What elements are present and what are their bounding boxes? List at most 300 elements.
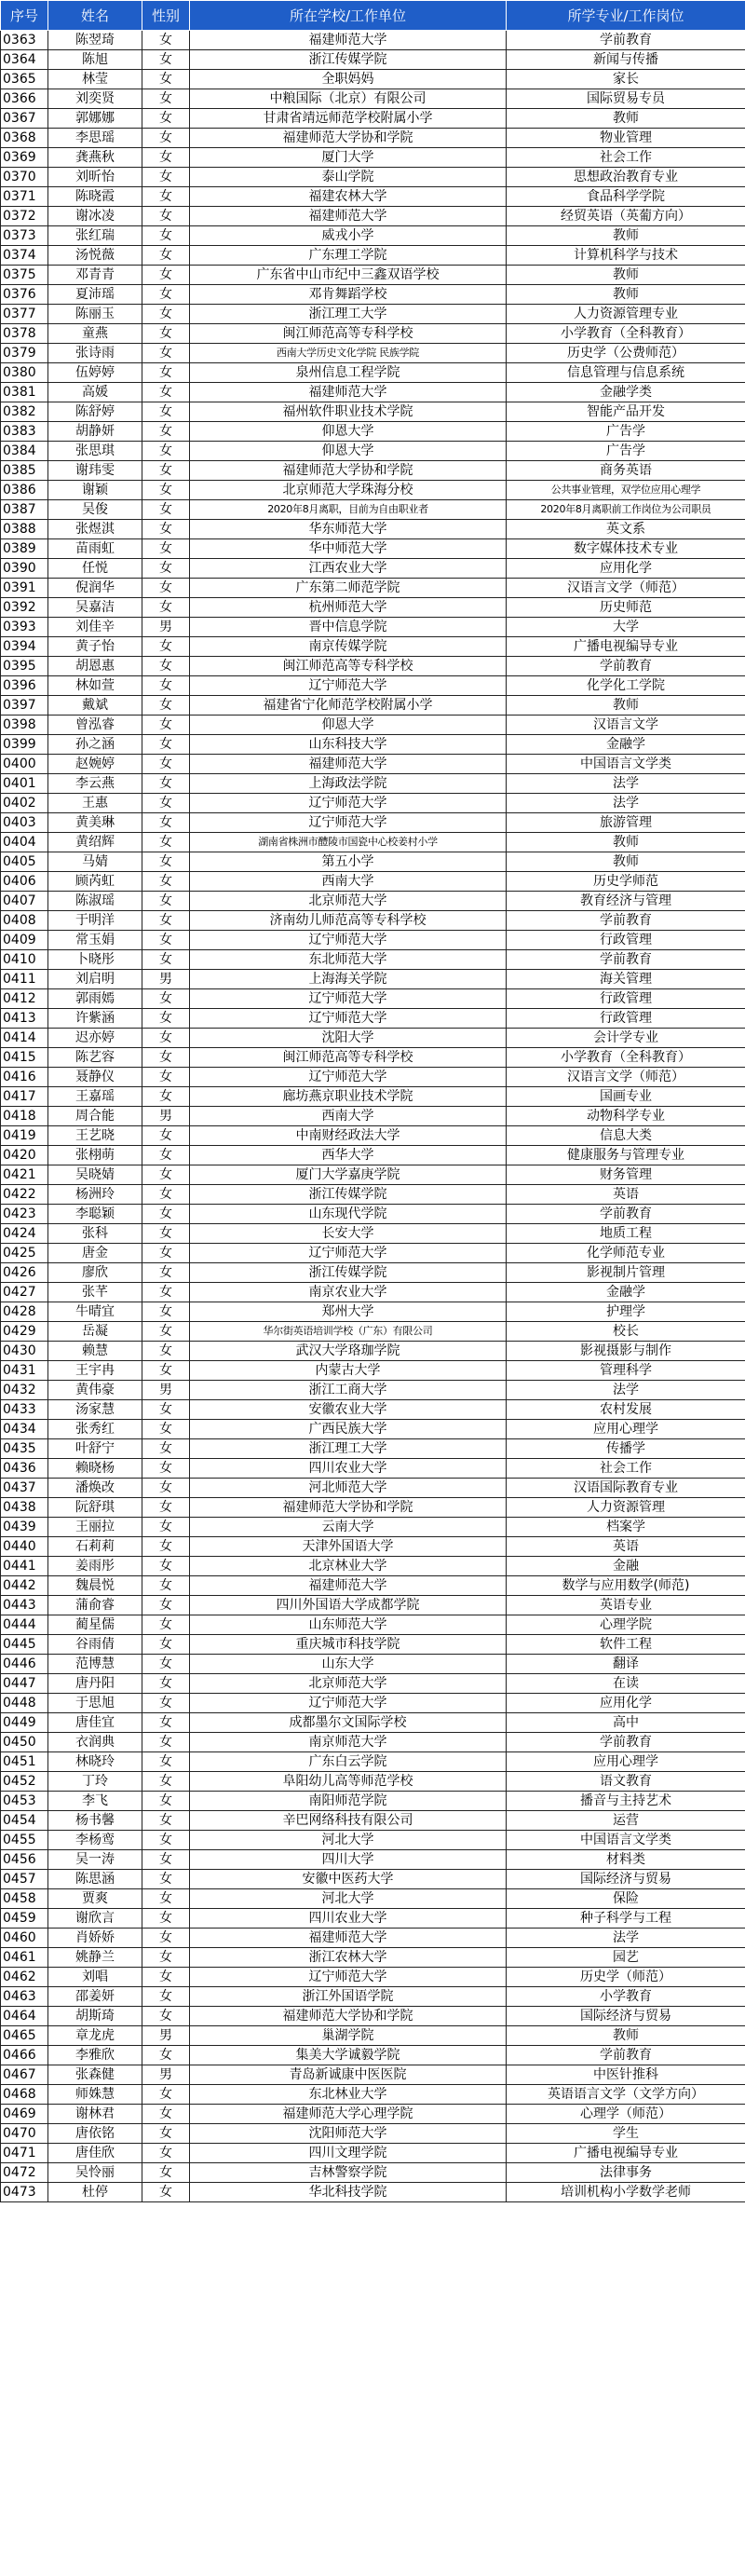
serial-number-cell: 0435: [1, 1439, 48, 1459]
header-serial-number: 序号: [1, 1, 48, 31]
major-position-cell: 中医针推科: [507, 2065, 745, 2085]
school-workplace-cell: 福州软件职业技术学院: [190, 402, 507, 422]
school-workplace-cell: 北京师范大学: [190, 892, 507, 911]
table-row: [1, 1537, 745, 1557]
school-workplace-cell: 广东理工学院: [190, 246, 507, 266]
school-workplace-cell: 上海海关学院: [190, 970, 507, 989]
gender-cell: 女: [142, 696, 190, 716]
serial-number-cell: 0408: [1, 911, 48, 931]
serial-number-cell: 0451: [1, 1752, 48, 1772]
name-cell: 衣润典: [48, 1733, 142, 1752]
school-workplace-cell: 北京师范大学珠海分校: [190, 481, 507, 500]
gender-cell: 女: [142, 1518, 190, 1537]
table-row: [1, 1713, 745, 1733]
gender-cell: 女: [142, 1146, 190, 1165]
school-workplace-cell: 四川大学: [190, 1850, 507, 1870]
table-row: [1, 500, 745, 520]
serial-number-cell: 0382: [1, 402, 48, 422]
gender-cell: 女: [142, 1048, 190, 1068]
serial-number-cell: 0372: [1, 207, 48, 226]
school-workplace-cell: 南京师范大学: [190, 1733, 507, 1752]
table-row: [1, 598, 745, 618]
serial-number-cell: 0436: [1, 1459, 48, 1479]
school-workplace-cell: 辽宁师范大学: [190, 1009, 507, 1029]
major-position-cell: 社会工作: [507, 148, 745, 168]
table-row: [1, 657, 745, 676]
school-workplace-cell: 成都墨尔文国际学校: [190, 1713, 507, 1733]
gender-cell: 男: [142, 2026, 190, 2046]
table-row: [1, 637, 745, 657]
school-workplace-cell: 沈阳师范大学: [190, 2124, 507, 2144]
table-row: [1, 1596, 745, 1615]
school-workplace-cell: 福建省宁化师范学校附属小学: [190, 696, 507, 716]
roster-body: [1, 31, 745, 2202]
school-workplace-cell: 吉林警察学院: [190, 2163, 507, 2183]
major-position-cell: 商务英语: [507, 461, 745, 481]
serial-number-cell: 0470: [1, 2124, 48, 2144]
gender-cell: 女: [142, 2007, 190, 2026]
gender-cell: 女: [142, 1772, 190, 1792]
table-row: [1, 2105, 745, 2124]
gender-cell: 女: [142, 109, 190, 129]
table-row: [1, 109, 745, 129]
major-position-cell: 法学: [507, 1381, 745, 1400]
major-position-cell: 汉语国际教育专业: [507, 1479, 745, 1498]
serial-number-cell: 0389: [1, 539, 48, 559]
major-position-cell: 国际贸易专员: [507, 89, 745, 109]
major-position-cell: 智能产品开发: [507, 402, 745, 422]
serial-number-cell: 0377: [1, 305, 48, 324]
major-position-cell: 汉语言文学（师范）: [507, 579, 745, 598]
major-position-cell: 英语: [507, 1537, 745, 1557]
name-cell: 赵婉婷: [48, 755, 142, 774]
serial-number-cell: 0463: [1, 1987, 48, 2007]
name-cell: 张煜淇: [48, 520, 142, 539]
table-row: [1, 481, 745, 500]
gender-cell: 女: [142, 1322, 190, 1342]
gender-cell: 男: [142, 618, 190, 637]
gender-cell: 女: [142, 735, 190, 755]
school-workplace-cell: 山东大学: [190, 1655, 507, 1674]
table-row: [1, 833, 745, 852]
name-cell: 汤家慧: [48, 1400, 142, 1420]
school-workplace-cell: 西南大学: [190, 1107, 507, 1126]
table-row: [1, 305, 745, 324]
school-workplace-cell: 长安大学: [190, 1224, 507, 1244]
table-row: [1, 1576, 745, 1596]
serial-number-cell: 0424: [1, 1224, 48, 1244]
major-position-cell: 运营: [507, 1811, 745, 1831]
major-position-cell: 历史师范: [507, 598, 745, 618]
table-row: [1, 539, 745, 559]
school-workplace-cell: 泰山学院: [190, 168, 507, 187]
header-name: 姓名: [48, 1, 142, 31]
name-cell: 陈晓霞: [48, 187, 142, 207]
major-position-cell: 财务管理: [507, 1165, 745, 1185]
serial-number-cell: 0439: [1, 1518, 48, 1537]
table-row: [1, 187, 745, 207]
serial-number-cell: 0409: [1, 931, 48, 950]
serial-number-cell: 0378: [1, 324, 48, 344]
table-row: [1, 1459, 745, 1479]
table-row: [1, 813, 745, 833]
school-workplace-cell: 华中师范大学: [190, 539, 507, 559]
serial-number-cell: 0385: [1, 461, 48, 481]
serial-number-cell: 0398: [1, 716, 48, 735]
name-cell: 刘唱: [48, 1968, 142, 1987]
name-cell: 马婧: [48, 852, 142, 872]
gender-cell: 女: [142, 2144, 190, 2163]
gender-cell: 女: [142, 872, 190, 892]
school-workplace-cell: 晋中信息学院: [190, 618, 507, 637]
gender-cell: 女: [142, 2124, 190, 2144]
table-row: [1, 1205, 745, 1224]
school-workplace-cell: 河北大学: [190, 1831, 507, 1850]
name-cell: 叶舒宁: [48, 1439, 142, 1459]
gender-cell: 女: [142, 1224, 190, 1244]
gender-cell: 女: [142, 1713, 190, 1733]
school-workplace-cell: 中南财经政法大学: [190, 1126, 507, 1146]
gender-cell: 女: [142, 1479, 190, 1498]
serial-number-cell: 0445: [1, 1635, 48, 1655]
name-cell: 倪润华: [48, 579, 142, 598]
major-position-cell: 农村发展: [507, 1400, 745, 1420]
gender-cell: 女: [142, 1850, 190, 1870]
serial-number-cell: 0433: [1, 1400, 48, 1420]
gender-cell: 女: [142, 363, 190, 383]
major-position-cell: 应用心理学: [507, 1752, 745, 1772]
gender-cell: 男: [142, 2065, 190, 2085]
school-workplace-cell: 甘肃省靖远师范学校附属小学: [190, 109, 507, 129]
gender-cell: 女: [142, 931, 190, 950]
major-position-cell: 历史学师范: [507, 872, 745, 892]
serial-number-cell: 0421: [1, 1165, 48, 1185]
major-position-cell: 学前教育: [507, 1733, 745, 1752]
serial-number-cell: 0418: [1, 1107, 48, 1126]
name-cell: 唐佳欣: [48, 2144, 142, 2163]
gender-cell: 女: [142, 129, 190, 148]
table-row: [1, 1244, 745, 1263]
table-row: [1, 676, 745, 696]
gender-cell: 女: [142, 246, 190, 266]
school-workplace-cell: 浙江传媒学院: [190, 1185, 507, 1205]
serial-number-cell: 0437: [1, 1479, 48, 1498]
serial-number-cell: 0430: [1, 1342, 48, 1361]
gender-cell: 女: [142, 1537, 190, 1557]
serial-number-cell: 0373: [1, 226, 48, 246]
major-position-cell: 档案学: [507, 1518, 745, 1537]
major-position-cell: 应用化学: [507, 559, 745, 579]
name-cell: 曾泓睿: [48, 716, 142, 735]
serial-number-cell: 0461: [1, 1948, 48, 1968]
table-row: [1, 129, 745, 148]
table-row: [1, 461, 745, 481]
school-workplace-cell: 仰恩大学: [190, 422, 507, 442]
school-workplace-cell: 浙江传媒学院: [190, 50, 507, 70]
gender-cell: 男: [142, 1107, 190, 1126]
table-row: [1, 266, 745, 285]
serial-number-cell: 0460: [1, 1929, 48, 1948]
gender-cell: 女: [142, 1674, 190, 1694]
serial-number-cell: 0405: [1, 852, 48, 872]
major-position-cell: 行政管理: [507, 1009, 745, 1029]
name-cell: 唐依铭: [48, 2124, 142, 2144]
major-position-cell: 翻译: [507, 1655, 745, 1674]
school-workplace-cell: 闽江师范高等专科学校: [190, 1048, 507, 1068]
table-row: [1, 1557, 745, 1576]
school-workplace-cell: 辽宁师范大学: [190, 1068, 507, 1087]
gender-cell: 女: [142, 31, 190, 50]
major-position-cell: 金融学: [507, 1283, 745, 1302]
serial-number-cell: 0401: [1, 774, 48, 794]
serial-number-cell: 0370: [1, 168, 48, 187]
table-row: [1, 442, 745, 461]
name-cell: 聂静仪: [48, 1068, 142, 1087]
school-workplace-cell: 山东现代学院: [190, 1205, 507, 1224]
major-position-cell: 教师: [507, 285, 745, 305]
gender-cell: 女: [142, 1596, 190, 1615]
name-cell: 黄子怡: [48, 637, 142, 657]
name-cell: 杜停: [48, 2183, 142, 2202]
school-workplace-cell: 广东第二师范学院: [190, 579, 507, 598]
gender-cell: 女: [142, 716, 190, 735]
name-cell: 谷雨倩: [48, 1635, 142, 1655]
table-row: [1, 1381, 745, 1400]
serial-number-cell: 0383: [1, 422, 48, 442]
table-row: [1, 1831, 745, 1850]
gender-cell: 女: [142, 1576, 190, 1596]
serial-number-cell: 0400: [1, 755, 48, 774]
table-row: [1, 383, 745, 402]
major-position-cell: 人力资源管理专业: [507, 305, 745, 324]
serial-number-cell: 0434: [1, 1420, 48, 1439]
name-cell: 蒲俞睿: [48, 1596, 142, 1615]
gender-cell: 女: [142, 226, 190, 246]
gender-cell: 女: [142, 1205, 190, 1224]
school-workplace-cell: 华北科技学院: [190, 2183, 507, 2202]
school-workplace-cell: 辽宁师范大学: [190, 813, 507, 833]
serial-number-cell: 0422: [1, 1185, 48, 1205]
table-row: [1, 1479, 745, 1498]
serial-number-cell: 0403: [1, 813, 48, 833]
school-workplace-cell: 福建师范大学: [190, 1576, 507, 1596]
school-workplace-cell: 第五小学: [190, 852, 507, 872]
major-position-cell: 大学: [507, 618, 745, 637]
gender-cell: 女: [142, 1694, 190, 1713]
gender-cell: 女: [142, 774, 190, 794]
serial-number-cell: 0392: [1, 598, 48, 618]
gender-cell: 女: [142, 1831, 190, 1850]
name-cell: 孙之涵: [48, 735, 142, 755]
major-position-cell: 金融: [507, 1557, 745, 1576]
major-position-cell: 护理学: [507, 1302, 745, 1322]
school-workplace-cell: 辽宁师范大学: [190, 794, 507, 813]
gender-cell: 女: [142, 70, 190, 89]
major-position-cell: 中国语言文学类: [507, 755, 745, 774]
major-position-cell: 信息大类: [507, 1126, 745, 1146]
gender-cell: 女: [142, 1987, 190, 2007]
gender-cell: 女: [142, 520, 190, 539]
name-cell: 夏沛瑶: [48, 285, 142, 305]
serial-number-cell: 0387: [1, 500, 48, 520]
gender-cell: 女: [142, 1655, 190, 1674]
gender-cell: 女: [142, 1733, 190, 1752]
serial-number-cell: 0454: [1, 1811, 48, 1831]
serial-number-cell: 0384: [1, 442, 48, 461]
major-position-cell: 英文系: [507, 520, 745, 539]
major-position-cell: 在读: [507, 1674, 745, 1694]
gender-cell: 女: [142, 892, 190, 911]
school-workplace-cell: 浙江农林大学: [190, 1948, 507, 1968]
name-cell: 伍婷婷: [48, 363, 142, 383]
table-row: [1, 559, 745, 579]
major-position-cell: 金融学: [507, 735, 745, 755]
name-cell: 石莉莉: [48, 1537, 142, 1557]
major-position-cell: 计算机科学与技术: [507, 246, 745, 266]
serial-number-cell: 0406: [1, 872, 48, 892]
major-position-cell: 管理科学: [507, 1361, 745, 1381]
name-cell: 廖欣: [48, 1263, 142, 1283]
name-cell: 任悦: [48, 559, 142, 579]
table-row: [1, 402, 745, 422]
serial-number-cell: 0369: [1, 148, 48, 168]
name-cell: 王惠: [48, 794, 142, 813]
name-cell: 吴晓婧: [48, 1165, 142, 1185]
name-cell: 童燕: [48, 324, 142, 344]
gender-cell: 女: [142, 402, 190, 422]
school-workplace-cell: 全职妈妈: [190, 70, 507, 89]
table-row: [1, 1283, 745, 1302]
major-position-cell: 旅游管理: [507, 813, 745, 833]
table-row: [1, 1361, 745, 1381]
name-cell: 郭雨嫣: [48, 989, 142, 1009]
serial-number-cell: 0431: [1, 1361, 48, 1381]
major-position-cell: 思想政治教育专业: [507, 168, 745, 187]
table-row: [1, 1929, 745, 1948]
table-row: [1, 1322, 745, 1342]
name-cell: 岳凝: [48, 1322, 142, 1342]
gender-cell: 女: [142, 1361, 190, 1381]
major-position-cell: 法律事务: [507, 2163, 745, 2183]
gender-cell: 女: [142, 911, 190, 931]
header-major-position: 所学专业/工作岗位: [507, 1, 745, 31]
name-cell: 阮舒琪: [48, 1498, 142, 1518]
school-workplace-cell: 福建师范大学协和学院: [190, 129, 507, 148]
school-workplace-cell: 上海政法学院: [190, 774, 507, 794]
major-position-cell: 物业管理: [507, 129, 745, 148]
school-workplace-cell: 西南大学历史文化学院 民族学院: [190, 344, 507, 363]
major-position-cell: 园艺: [507, 1948, 745, 1968]
serial-number-cell: 0410: [1, 950, 48, 970]
gender-cell: 女: [142, 481, 190, 500]
school-workplace-cell: 辽宁师范大学: [190, 1244, 507, 1263]
serial-number-cell: 0404: [1, 833, 48, 852]
school-workplace-cell: 浙江理工大学: [190, 305, 507, 324]
name-cell: 戴斌: [48, 696, 142, 716]
school-workplace-cell: 青岛新诚康中医医院: [190, 2065, 507, 2085]
name-cell: 龚燕秋: [48, 148, 142, 168]
school-workplace-cell: 华东师范大学: [190, 520, 507, 539]
school-workplace-cell: 山东科技大学: [190, 735, 507, 755]
school-workplace-cell: 辛巴网络科技有限公司: [190, 1811, 507, 1831]
gender-cell: 女: [142, 324, 190, 344]
serial-number-cell: 0469: [1, 2105, 48, 2124]
table-row: [1, 931, 745, 950]
major-position-cell: 数字媒体技术专业: [507, 539, 745, 559]
school-workplace-cell: 浙江传媒学院: [190, 1263, 507, 1283]
gender-cell: 女: [142, 168, 190, 187]
major-position-cell: 心理学院: [507, 1615, 745, 1635]
serial-number-cell: 0426: [1, 1263, 48, 1283]
serial-number-cell: 0465: [1, 2026, 48, 2046]
school-workplace-cell: 武汉大学珞珈学院: [190, 1342, 507, 1361]
name-cell: 刘启明: [48, 970, 142, 989]
major-position-cell: 广播电视编导专业: [507, 637, 745, 657]
major-position-cell: 动物科学专业: [507, 1107, 745, 1126]
table-row: [1, 344, 745, 363]
gender-cell: 女: [142, 1342, 190, 1361]
table-row: [1, 324, 745, 344]
serial-number-cell: 0457: [1, 1870, 48, 1889]
table-row: [1, 207, 745, 226]
table-row: [1, 1439, 745, 1459]
table-row: [1, 1165, 745, 1185]
name-cell: 许紫涵: [48, 1009, 142, 1029]
serial-number-cell: 0394: [1, 637, 48, 657]
gender-cell: 女: [142, 1165, 190, 1185]
serial-number-cell: 0423: [1, 1205, 48, 1224]
table-row: [1, 2183, 745, 2202]
name-cell: 范博慧: [48, 1655, 142, 1674]
table-row: [1, 1772, 745, 1792]
table-row: [1, 872, 745, 892]
major-position-cell: 国际经济与贸易: [507, 2007, 745, 2026]
name-cell: 唐金: [48, 1244, 142, 1263]
serial-number-cell: 0443: [1, 1596, 48, 1615]
major-position-cell: 地质工程: [507, 1224, 745, 1244]
table-row: [1, 2124, 745, 2144]
table-row: [1, 2065, 745, 2085]
school-workplace-cell: 辽宁师范大学: [190, 676, 507, 696]
table-row: [1, 168, 745, 187]
table-row: [1, 2007, 745, 2026]
major-position-cell: 校长: [507, 1322, 745, 1342]
name-cell: 邓青青: [48, 266, 142, 285]
gender-cell: 女: [142, 1068, 190, 1087]
major-position-cell: 影视摄影与制作: [507, 1342, 745, 1361]
name-cell: 陈丽玉: [48, 305, 142, 324]
school-workplace-cell: 北京师范大学: [190, 1674, 507, 1694]
name-cell: 杨书馨: [48, 1811, 142, 1831]
name-cell: 吴一涛: [48, 1850, 142, 1870]
table-row: [1, 911, 745, 931]
name-cell: 魏晨悦: [48, 1576, 142, 1596]
major-position-cell: 国际经济与贸易: [507, 1870, 745, 1889]
table-row: [1, 2085, 745, 2105]
major-position-cell: 软件工程: [507, 1635, 745, 1655]
gender-cell: 女: [142, 1439, 190, 1459]
name-cell: 林如萱: [48, 676, 142, 696]
name-cell: 陈翌琦: [48, 31, 142, 50]
major-position-cell: 应用化学: [507, 1694, 745, 1713]
name-cell: 黄美琳: [48, 813, 142, 833]
name-cell: 林晓玲: [48, 1752, 142, 1772]
gender-cell: 女: [142, 1283, 190, 1302]
major-position-cell: 国画专业: [507, 1087, 745, 1107]
name-cell: 李思瑶: [48, 129, 142, 148]
name-cell: 谢颖: [48, 481, 142, 500]
name-cell: 谢欣言: [48, 1909, 142, 1929]
